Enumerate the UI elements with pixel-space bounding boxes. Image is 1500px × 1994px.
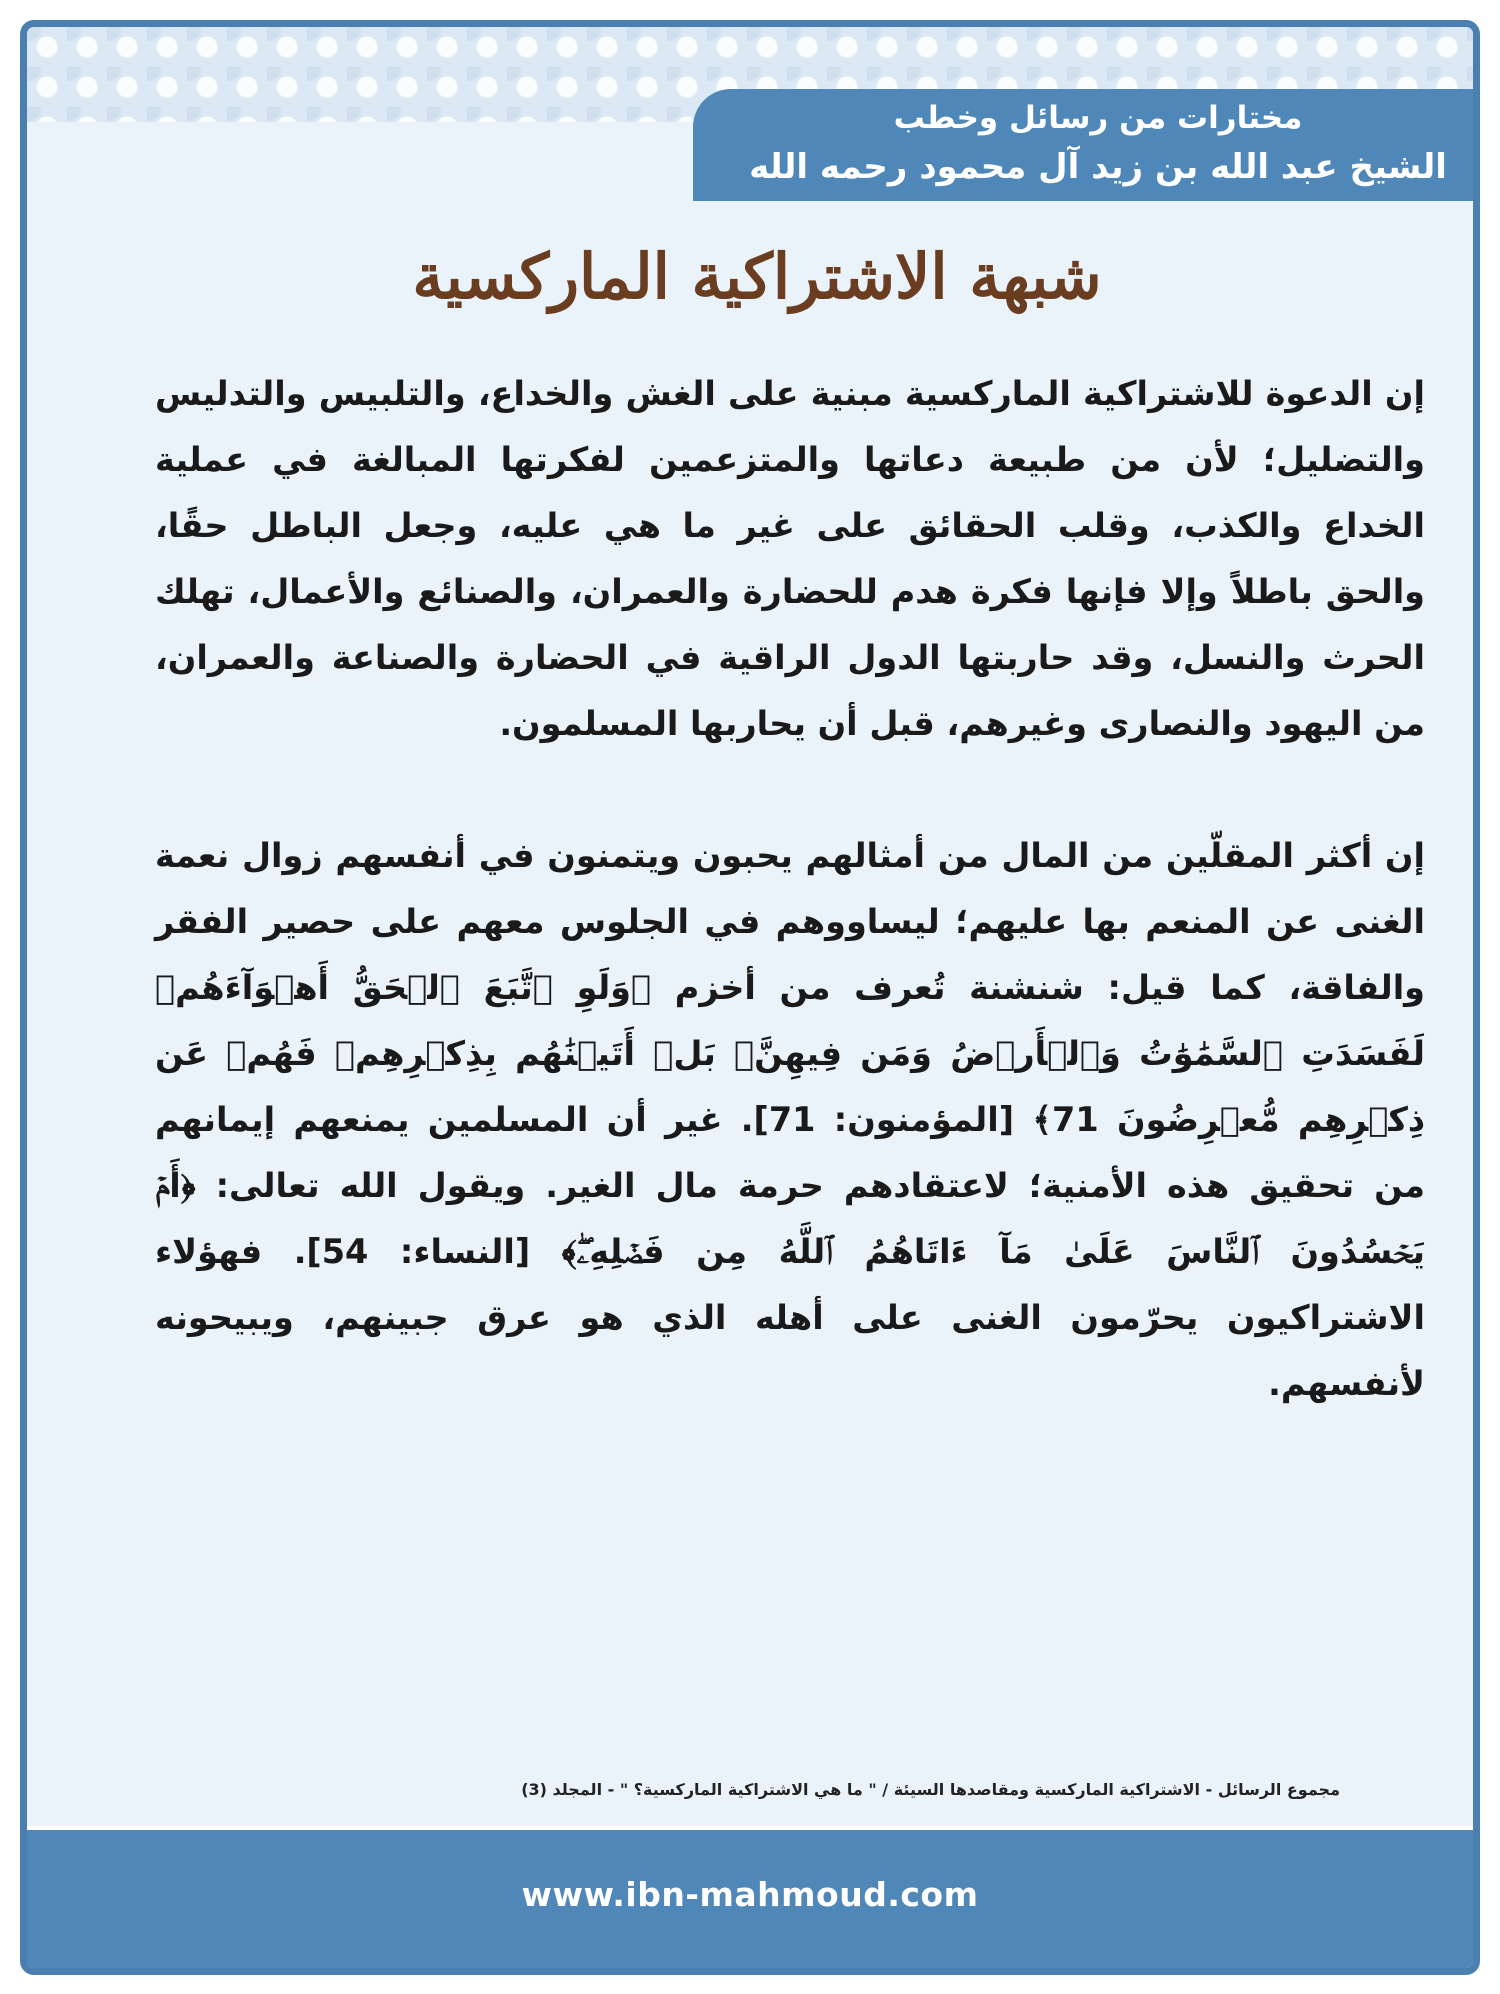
page-frame — [20, 20, 1480, 1975]
header-author-name: الشيخ عبد الله بن زيد آل محمود رحمه الله — [749, 147, 1447, 187]
header-banner — [693, 89, 1480, 201]
header-collection-title: مختارات من رسائل وخطب — [893, 100, 1303, 136]
source-citation: مجموع الرسائل - الاشتراكية الماركسية ومقاصدها السيئة / " ما هي الاشتراكية الماركسية؟ " - المجلد (3) — [521, 1780, 1340, 1799]
website-link[interactable]: www.ibn-mahmoud.com — [521, 1875, 979, 1914]
page-title: شبهة الاشتراكية الماركسية — [412, 240, 1102, 313]
paragraph-1: إن الدعوة للاشتراكية الماركسية مبنية على الغش والخداع، والتلبيس والتدليس والتضليل؛ لأن من طبيعة دعاتها والمتزعمين لفكرتها المبالغة في عملية الخداع والكذب، وقلب الحقائق على غير ما هي عليه، وجعل الباطل حقًا، والحق باطلاً وإلا فإنها فكرة هدم للحضارة والعمران، والصنائع والأعمال، تهلك الحرث والنسل، وقد حاربتها الدول الراقية في الحضارة والصناعة والعمران، من اليهود والنصارى وغيرهم، قبل أن يحاربها المسلمون. — [155, 374, 1425, 743]
paragraph-2: إن أكثر المقلّين من المال من أمثالهم يحبون ويتمنون في أنفسهم زوال نعمة الغنى عن المنعم بها عليهم؛ ليساووهم في الجلوس معهم على حصير الفقر والفاقة، كما قيل: شنشنة تُعرف من أخزم ﴿وَلَوِ ٱتَّبَعَ ٱلۡحَقُّ أَهۡوَآءَهُمۡ لَفَسَدَتِ ٱلسَّمَٰوَٰتُ وَٱلۡأَرۡضُ وَمَن فِيهِنَّۚ بَلۡ أَتَيۡنَٰهُم بِذِكۡرِهِمۡ فَهُمۡ عَن ذِكۡرِهِم مُّعۡرِضُونَ 71﴾ [المؤمنون: 71]. غير أن المسلمين يمنعهم إيمانهم من تحقيق هذه الأمنية؛ لاعتقادهم حرمة مال الغير. ويقول الله تعالى: ﴿أَمۡ يَحۡسُدُونَ ٱلنَّاسَ عَلَىٰ مَآ ءَاتَاهُمُ ٱللَّهُ مِن فَضۡلِهِۦۖ﴾ [النساء: 54]. فهؤلاء الاشتراكيون يحرّمون الغنى على أهله الذي هو عرق جبينهم، ويبيحونه لأنفسهم. — [155, 836, 1426, 1403]
footer-bar — [27, 1826, 1473, 1968]
article-body — [155, 361, 1425, 1417]
